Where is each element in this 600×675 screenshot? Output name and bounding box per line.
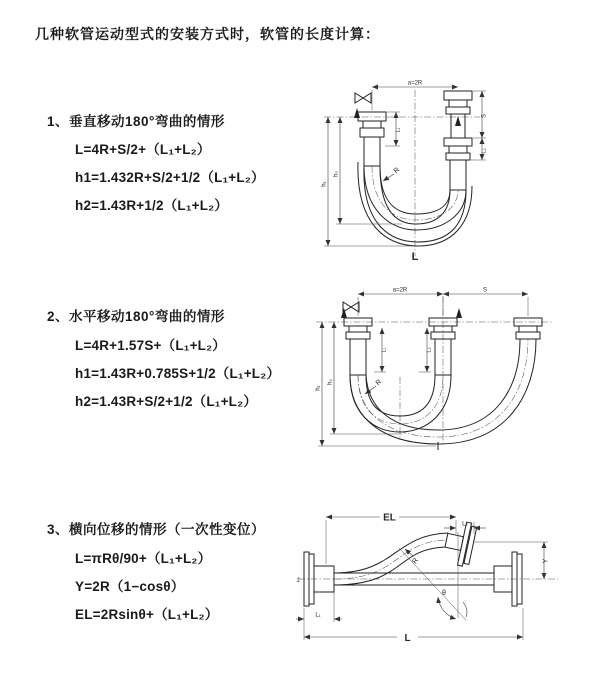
braid-hose [364,137,380,166]
page-title: 几种软管运动型式的安装方式时，软管的长度计算： [35,26,380,42]
section-2-heading: 2、水平移动180°弯曲的情形 [47,309,225,324]
dim-label-l1: L₁ [395,127,402,133]
formula-el: EL=2Rsinθ+（L₁+L₂） [75,607,219,622]
length-label: L [411,251,419,263]
tilted-upper-flange-fitting [442,519,478,568]
dim-label-l2: L₂ [462,521,468,528]
dim-label-a2r: a=2R [392,287,408,294]
dimensions [322,81,488,264]
dim-label-a2r: a=2R [407,80,423,87]
section-1-heading: 1、垂直移动180°弯曲的情形 [47,114,225,129]
dim-label-s: S [482,287,488,294]
formula-y: Y=2R（1−cosθ） [75,579,185,594]
dim-label-s: S [481,113,488,119]
dim-label-l1: L₁ [315,612,321,619]
diagram-horizontal-180-bend [308,282,598,454]
diagram-vertical-180-bend [310,74,595,264]
dim-label-y: Y [542,558,550,564]
dim-label-l2: L₂ [426,347,433,353]
dim-label-h1: h₁ [321,181,328,187]
section-3-heading: 3、横向位移的情形（一次性变位） [47,522,266,537]
left-hose-fitting [344,318,372,375]
angle-label: θ [442,590,446,597]
displaced-hose-s-curve [334,533,448,585]
dim-label-el: EL [383,512,396,524]
construction-lines [399,532,467,620]
right-hose-fitting [444,91,472,190]
formula-h1: h1=1.432R+S/2+1/2（L₁+L₂） [75,170,265,185]
formula-h1: h1=1.43R+0.785S+1/2（L₁+L₂） [75,366,281,381]
movement-arrows [354,108,461,126]
radius-label: R [411,557,421,566]
braid-hose [435,339,451,375]
radius-label: R [374,378,384,388]
braid-hose [350,339,366,375]
dim-label-l: L [404,633,411,644]
dim-label-h2: h₂ [333,171,340,177]
dimensions [316,288,529,447]
dim-label-h2: h₂ [327,379,334,385]
valve-icon [355,93,371,103]
valve-icon [343,302,359,312]
right-hose-fitting [514,318,542,339]
diagram-lateral-displacement [296,504,600,654]
formula-length: L=4R+S/2+（L₁+L₂） [75,142,211,157]
formula-h2: h2=1.43R+S/2+1/2（L₁+L₂） [75,394,258,409]
formula-length: L=πRθ/90+（L₁+L₂） [75,551,212,566]
axis-label: z̄ [297,578,300,584]
radius-label: R [392,166,402,176]
formula-length: L=4R+1.57S+（L₁+L₂） [75,338,226,353]
dim-label-l2: L₂ [481,148,488,154]
braid-hose [450,160,466,190]
dim-label-l1: L₁ [381,347,388,353]
formula-h2: h2=1.43R+1/2（L₁+L₂） [75,198,229,213]
left-hose-fitting [358,112,386,166]
dim-label-h1: h₁ [315,385,322,391]
